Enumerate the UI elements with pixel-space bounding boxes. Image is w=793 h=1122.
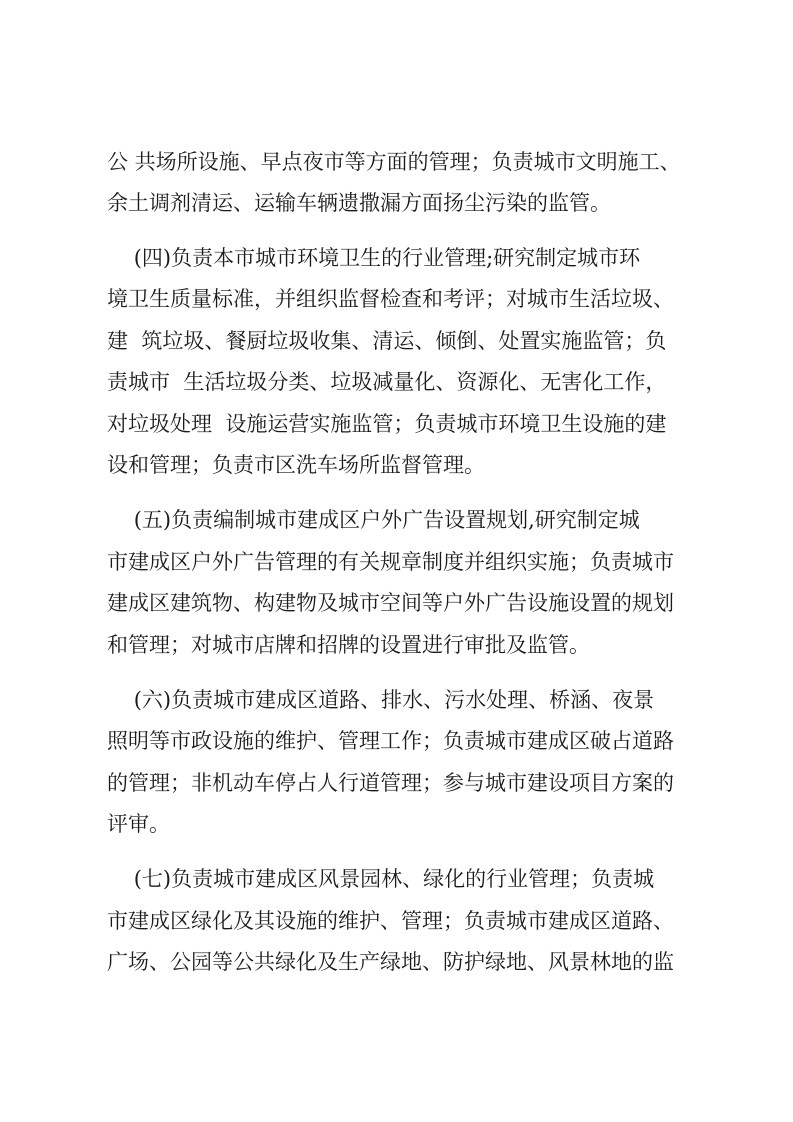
text-line: 公 共场所设施、早点夜市等方面的管理；负责城市文明施工、 xyxy=(107,150,681,174)
text-line: 评审。 xyxy=(107,812,170,836)
text-line: 设和管理；负责市区洗车场所监督管理。 xyxy=(107,453,485,477)
text-line: 余土调剂清运、运输车辆遗撒漏方面扬尘污染的监管。 xyxy=(107,191,611,215)
text-line: 对垃圾处理 设施运营实施监管；负责城市环境卫生设施的建 xyxy=(107,412,667,436)
text-line: 照明等市政设施的维护、管理工作；负责城市建成区破占道路 xyxy=(107,729,674,753)
text-line: 建成区建筑物、构建物及城市空间等户外广告设施设置的规划 xyxy=(107,591,674,615)
text-line: (七)负责城市建成区风景园林、绿化的行业管理；负责城 xyxy=(107,867,655,891)
text-line: (四)负责本市城市环境卫生的行业管理;研究制定城市环 xyxy=(107,246,641,270)
text-line: (五)负责编制城市建成区户外广告设置规划,研究制定城 xyxy=(107,508,640,532)
text-line: 建 筑垃圾、餐厨垃圾收集、清运、倾倒、处置实施监管；负 xyxy=(107,329,667,353)
text-line: 责城市 生活垃圾分类、垃圾减量化、资源化、无害化工作， xyxy=(107,370,667,394)
text-line: 境卫生质量标准，并组织监督检查和考评；对城市生活垃圾、 xyxy=(107,287,674,311)
text-line: 市建成区户外广告管理的有关规章制度并组织实施；负责城市 xyxy=(107,550,674,574)
text-line: 市建成区绿化及其设施的维护、管理；负责城市建成区道路、 xyxy=(107,909,674,933)
text-line: 和管理；对城市店牌和招牌的设置进行审批及监管。 xyxy=(107,633,590,657)
text-line: (六)负责城市建成区道路、排水、污水处理、桥涵、夜景 xyxy=(107,688,655,712)
text-line: 广场、公园等公共绿化及生产绿地、防护绿地、风景林地的监 xyxy=(107,950,674,974)
text-line: 的管理；非机动车停占人行道管理；参与城市建设项目方案的 xyxy=(107,771,674,795)
